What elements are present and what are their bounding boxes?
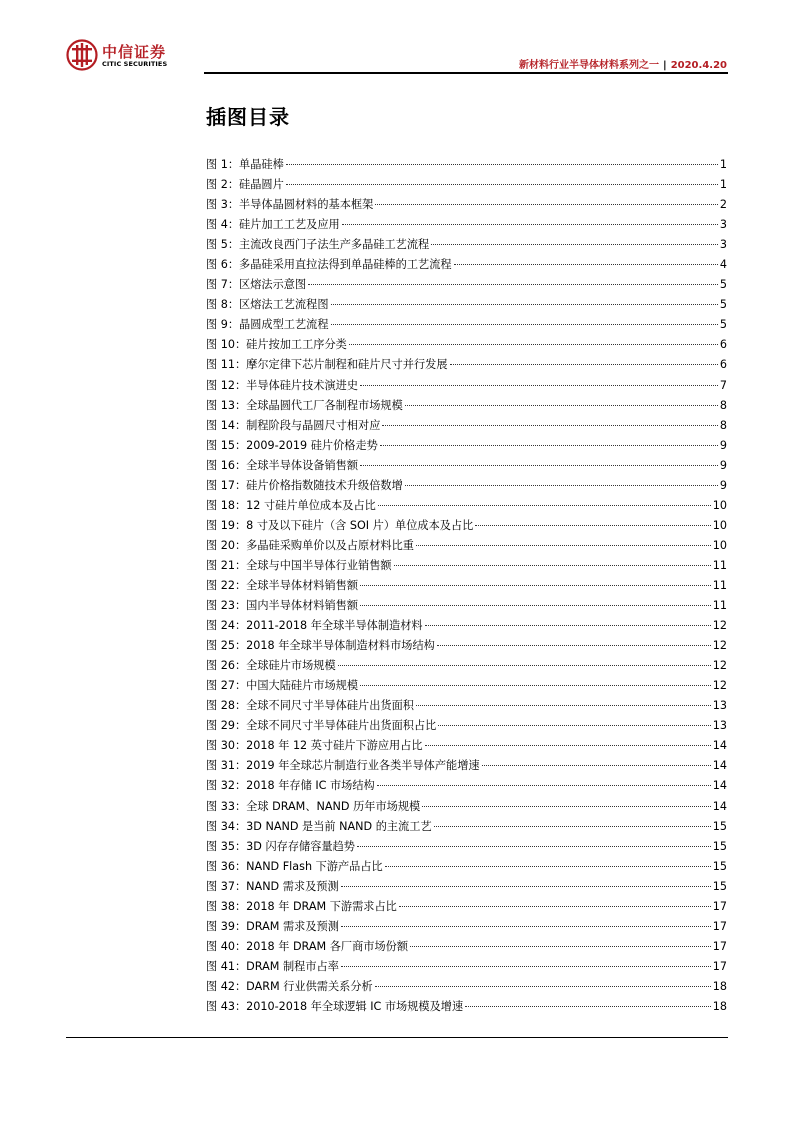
toc-entry-label[interactable]: 图 9：晶圆成型工艺流程 <box>206 318 329 332</box>
toc-entry-label[interactable]: 图 37：NAND 需求及预测 <box>206 879 339 893</box>
toc-entry[interactable] <box>206 736 727 756</box>
toc-entry-label[interactable]: 图 5：主流改良西门子法生产多晶硅工艺流程 <box>206 238 430 252</box>
toc-entry[interactable] <box>206 376 727 396</box>
toc-entry[interactable] <box>206 776 727 796</box>
toc-entry-page[interactable]: 14 <box>712 779 727 793</box>
toc-dot-leader <box>422 806 711 807</box>
toc-dot-leader <box>331 304 718 305</box>
toc-entry-page[interactable]: 2 <box>719 198 727 212</box>
toc-entry-page[interactable]: 5 <box>719 278 727 292</box>
toc-entry[interactable] <box>206 195 727 215</box>
toc-entry-page[interactable]: 13 <box>712 719 727 733</box>
toc-dot-leader <box>385 866 711 867</box>
toc-entry-label[interactable]: 图 36：NAND Flash 下游产品占比 <box>206 859 383 873</box>
toc-dot-leader <box>360 685 711 686</box>
page-title: 插图目录 <box>206 105 290 129</box>
toc-dot-leader <box>342 224 718 225</box>
toc-entry-page[interactable]: 15 <box>712 859 727 873</box>
toc-dot-leader <box>357 846 711 847</box>
toc-dot-leader <box>431 244 718 245</box>
toc-entry-page[interactable]: 5 <box>719 298 727 312</box>
toc-entry-label[interactable]: 图 25：2018 年全球半导体制造材料市场结构 <box>206 639 435 653</box>
toc-entry[interactable] <box>206 315 727 335</box>
toc-entry-label[interactable]: 图 2：硅晶圆片 <box>206 178 284 192</box>
toc-entry-label[interactable]: 图 38：2018 年 DRAM 下游需求占比 <box>206 899 397 913</box>
toc-entry-label[interactable]: 图 21：全球与中国半导体行业销售额 <box>206 558 392 572</box>
toc-entry[interactable] <box>206 355 727 375</box>
toc-entry-label[interactable]: 图 22：全球半导体材料销售额 <box>206 578 359 592</box>
toc-entry[interactable] <box>206 676 727 696</box>
toc-dot-leader <box>405 485 718 486</box>
toc-entry[interactable] <box>206 877 727 897</box>
toc-dot-leader <box>425 745 711 746</box>
toc-dot-leader <box>475 525 710 526</box>
toc-entry[interactable] <box>206 576 727 596</box>
toc-dot-leader <box>416 705 711 706</box>
toc-entry-page[interactable]: 14 <box>712 799 727 813</box>
toc-entry-page[interactable]: 13 <box>712 699 727 713</box>
toc-entry[interactable] <box>206 817 727 837</box>
toc-entry-page[interactable]: 10 <box>712 538 727 552</box>
header-separator: | <box>663 60 667 71</box>
figure-toc <box>206 155 727 1017</box>
toc-entry-label[interactable]: 图 24：2011-2018 年全球半导体制造材料 <box>206 619 423 633</box>
toc-entry[interactable] <box>206 756 727 776</box>
page-header <box>0 0 793 80</box>
toc-dot-leader <box>454 264 718 265</box>
report-series: 新材料行业半导体材料系列之一 <box>519 60 660 71</box>
toc-entry[interactable] <box>206 837 727 857</box>
toc-dot-leader <box>425 625 711 626</box>
toc-entry-page[interactable]: 6 <box>719 338 727 352</box>
toc-dot-leader <box>377 785 711 786</box>
toc-dot-leader <box>341 926 711 927</box>
toc-dot-leader <box>399 906 711 907</box>
toc-entry-page[interactable]: 8 <box>719 398 727 412</box>
toc-entry-page[interactable]: 10 <box>712 498 727 512</box>
toc-dot-leader <box>341 886 711 887</box>
toc-entry[interactable] <box>206 696 727 716</box>
toc-entry[interactable] <box>206 235 727 255</box>
toc-entry-label[interactable]: 图 32：2018 年存储 IC 市场结构 <box>206 779 375 793</box>
toc-dot-leader <box>394 565 711 566</box>
toc-entry[interactable] <box>206 556 727 576</box>
toc-dot-leader <box>341 966 711 967</box>
toc-entry-label[interactable]: 图 34：3D NAND 是当前 NAND 的主流工艺 <box>206 819 432 833</box>
toc-entry[interactable] <box>206 416 727 436</box>
toc-entry-page[interactable]: 9 <box>719 478 727 492</box>
toc-entry-label[interactable]: 图 43：2010-2018 年全球逻辑 IC 市场规模及增速 <box>206 999 464 1013</box>
toc-entry-label[interactable]: 图 7：区熔法示意图 <box>206 278 307 292</box>
toc-entry-label[interactable]: 图 1：单晶硅棒 <box>206 158 284 171</box>
toc-entry-label[interactable]: 图 6：多晶硅采用直拉法得到单晶硅棒的工艺流程 <box>206 258 452 272</box>
toc-entry-label[interactable]: 图 4：硅片加工工艺及应用 <box>206 218 340 232</box>
toc-entry[interactable] <box>206 255 727 275</box>
toc-entry-page[interactable]: 17 <box>712 919 727 933</box>
toc-entry-label[interactable]: 图 15：2009-2019 硅片价格走势 <box>206 438 378 452</box>
toc-entry-label[interactable]: 图 31：2019 年全球芯片制造行业各类半导体产能增速 <box>206 759 480 773</box>
toc-entry-page[interactable]: 3 <box>719 218 727 232</box>
toc-entry-page[interactable]: 18 <box>712 979 727 993</box>
toc-entry[interactable] <box>206 716 727 736</box>
report-date: 2020.4.20 <box>670 60 727 71</box>
toc-entry-label[interactable]: 图 26：全球硅片市场规模 <box>206 659 336 673</box>
toc-dot-leader <box>360 605 711 606</box>
toc-dot-leader <box>331 324 718 325</box>
toc-entry[interactable] <box>206 797 727 817</box>
toc-entry-page[interactable]: 14 <box>712 739 727 753</box>
toc-entry-page[interactable]: 17 <box>712 899 727 913</box>
toc-entry-page[interactable]: 1 <box>719 158 727 171</box>
toc-dot-leader <box>286 164 718 165</box>
toc-entry[interactable] <box>206 396 727 416</box>
toc-entry-page[interactable]: 9 <box>719 438 727 452</box>
toc-entry-label[interactable]: 图 17：硅片价格指数随技术升级倍数增 <box>206 478 403 492</box>
toc-entry-label[interactable]: 图 35：3D 闪存存储容量趋势 <box>206 839 355 853</box>
brand-name-cn: 中信证券 <box>102 43 167 61</box>
brand-name-en: CITIC SECURITIES <box>102 60 168 68</box>
toc-entry-label[interactable]: 图 39：DRAM 需求及预测 <box>206 919 339 933</box>
toc-entry-page[interactable]: 7 <box>719 378 727 392</box>
toc-entry-label[interactable]: 图 27：中国大陆硅片市场规模 <box>206 679 359 693</box>
toc-entry-page[interactable]: 18 <box>712 999 727 1013</box>
toc-entry-label[interactable]: 图 19：8 寸及以下硅片（含 SOI 片）单位成本及占比 <box>206 518 474 532</box>
toc-entry[interactable] <box>206 937 727 957</box>
toc-entry-page[interactable]: 15 <box>712 819 727 833</box>
toc-entry-page[interactable]: 12 <box>712 679 727 693</box>
toc-entry-label[interactable]: 图 10：硅片按加工工序分类 <box>206 338 347 352</box>
toc-entry-label[interactable]: 图 14：制程阶段与晶圆尺寸相对应 <box>206 418 381 432</box>
toc-entry-page[interactable]: 12 <box>712 659 727 673</box>
toc-entry[interactable] <box>206 857 727 877</box>
footer-divider <box>66 1037 728 1038</box>
toc-dot-leader <box>360 465 718 466</box>
toc-dot-leader <box>378 505 711 506</box>
toc-entry-page[interactable]: 3 <box>719 238 727 252</box>
toc-dot-leader <box>438 725 710 726</box>
toc-entry-label[interactable]: 图 16：全球半导体设备销售额 <box>206 458 359 472</box>
toc-entry-label[interactable]: 图 18：12 寸硅片单位成本及占比 <box>206 498 376 512</box>
toc-entry-page[interactable]: 9 <box>719 458 727 472</box>
toc-entry[interactable] <box>206 295 727 315</box>
header-divider <box>204 72 728 74</box>
toc-entry-page[interactable]: 12 <box>712 639 727 653</box>
toc-dot-leader <box>375 204 718 205</box>
toc-entry-page[interactable]: 17 <box>712 959 727 973</box>
toc-entry[interactable] <box>206 616 727 636</box>
toc-entry-page[interactable]: 11 <box>712 558 727 572</box>
toc-entry-page[interactable]: 10 <box>712 518 727 532</box>
toc-entry-page[interactable]: 4 <box>719 258 727 272</box>
toc-entry[interactable] <box>206 536 727 556</box>
toc-entry-page[interactable]: 15 <box>712 839 727 853</box>
toc-entry-label[interactable]: 图 13：全球晶圆代工厂各制程市场规模 <box>206 398 403 412</box>
toc-dot-leader <box>450 364 718 365</box>
toc-dot-leader <box>465 1006 711 1007</box>
toc-entry[interactable] <box>206 456 727 476</box>
toc-entry[interactable] <box>206 636 727 656</box>
toc-entry-page[interactable]: 12 <box>712 619 727 633</box>
toc-entry[interactable] <box>206 596 727 616</box>
toc-dot-leader <box>405 405 718 406</box>
toc-entry-page[interactable]: 1 <box>719 178 727 192</box>
toc-entry-page[interactable]: 17 <box>712 939 727 953</box>
toc-entry-label[interactable]: 图 3：半导体晶圆材料的基本框架 <box>206 198 374 212</box>
toc-dot-leader <box>375 986 711 987</box>
toc-entry-page[interactable]: 6 <box>719 358 727 372</box>
toc-dot-leader <box>308 284 718 285</box>
toc-dot-leader <box>286 184 718 185</box>
toc-entry[interactable] <box>206 155 727 175</box>
toc-dot-leader <box>437 645 711 646</box>
toc-entry[interactable] <box>206 476 727 496</box>
report-series-header <box>519 56 727 71</box>
toc-entry-page[interactable]: 14 <box>712 759 727 773</box>
toc-dot-leader <box>416 545 711 546</box>
toc-entry[interactable] <box>206 977 727 997</box>
toc-dot-leader <box>434 826 711 827</box>
toc-entry-label[interactable]: 图 11：摩尔定律下芯片制程和硅片尺寸并行发展 <box>206 358 448 372</box>
toc-entry-label[interactable]: 图 20：多晶硅采购单价以及占原材料比重 <box>206 538 414 552</box>
toc-dot-leader <box>410 946 711 947</box>
toc-entry-page[interactable]: 11 <box>712 578 727 592</box>
toc-entry-page[interactable]: 5 <box>719 318 727 332</box>
toc-entry[interactable] <box>206 997 727 1017</box>
toc-dot-leader <box>360 385 718 386</box>
toc-entry[interactable] <box>206 496 727 516</box>
toc-entry[interactable] <box>206 957 727 977</box>
toc-entry-label[interactable]: 图 41：DRAM 制程市占率 <box>206 959 339 973</box>
toc-dot-leader <box>382 425 717 426</box>
toc-entry[interactable] <box>206 516 727 536</box>
toc-dot-leader <box>380 445 718 446</box>
toc-dot-leader <box>360 585 711 586</box>
toc-entry-label[interactable]: 图 12：半导体硅片技术演进史 <box>206 378 359 392</box>
toc-entry-page[interactable]: 15 <box>712 879 727 893</box>
toc-entry[interactable] <box>206 275 727 295</box>
toc-entry-page[interactable]: 11 <box>712 599 727 613</box>
toc-entry-page[interactable]: 8 <box>719 418 727 432</box>
brand-logo <box>66 39 176 73</box>
toc-entry-label[interactable]: 图 28：全球不同尺寸半导体硅片出货面积 <box>206 699 414 713</box>
toc-entry-label[interactable]: 图 40：2018 年 DRAM 各厂商市场份额 <box>206 939 409 953</box>
toc-dot-leader <box>338 665 711 666</box>
toc-entry[interactable] <box>206 335 727 355</box>
toc-entry[interactable] <box>206 215 727 235</box>
toc-entry-label[interactable]: 图 33：全球 DRAM、NAND 历年市场规模 <box>206 799 421 813</box>
toc-entry-label[interactable]: 图 23：国内半导体材料销售额 <box>206 599 359 613</box>
toc-dot-leader <box>349 344 718 345</box>
toc-entry-label[interactable]: 图 8：区熔法工艺流程图 <box>206 298 329 312</box>
toc-entry[interactable] <box>206 436 727 456</box>
toc-entry-label[interactable]: 图 42：DARM 行业供需关系分析 <box>206 979 373 993</box>
toc-entry[interactable] <box>206 917 727 937</box>
toc-entry-label[interactable]: 图 30：2018 年 12 英寸硅片下游应用占比 <box>206 739 423 753</box>
toc-entry-label[interactable]: 图 29：全球不同尺寸半导体硅片出货面积占比 <box>206 719 437 733</box>
citic-logo-icon <box>66 39 98 71</box>
toc-dot-leader <box>482 765 711 766</box>
toc-entry[interactable] <box>206 175 727 195</box>
toc-entry[interactable] <box>206 656 727 676</box>
toc-entry[interactable] <box>206 897 727 917</box>
